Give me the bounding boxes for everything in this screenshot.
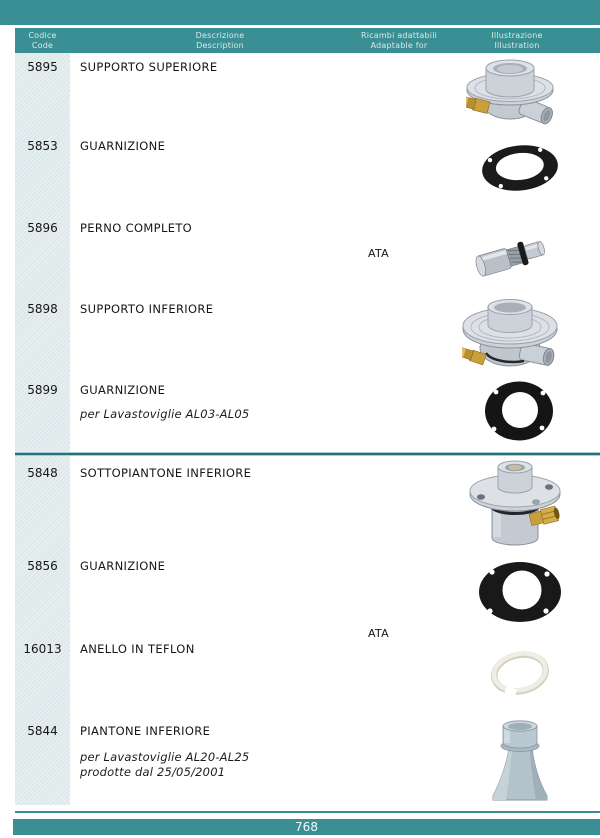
part-description: SUPPORTO INFERIORE	[80, 302, 214, 316]
column-header-illustration	[447, 31, 587, 50]
part-code: 16013	[23, 642, 62, 656]
part-note-line2: prodotte dal 25/05/2001	[80, 765, 226, 779]
part-note: per Lavastoviglie AL03-AL05	[80, 407, 250, 421]
guarnizione-tilted-photo	[479, 141, 561, 196]
part-description: SOTTOPIANTONE INFERIORE	[80, 466, 252, 480]
part-description: PIANTONE INFERIORE	[80, 724, 211, 738]
column-header-adaptable-it: Ricambi adattabili	[360, 31, 438, 40]
piantone-inferiore-photo	[490, 716, 550, 804]
supporto-inferiore-photo	[462, 295, 561, 373]
guarnizione-ring2-photo	[477, 561, 563, 623]
column-header-illustration-en: Illustration	[494, 40, 540, 50]
top-teal-band	[0, 0, 600, 25]
page-number: 768	[295, 820, 318, 834]
sottopiantone-inferiore-photo	[468, 459, 562, 552]
column-header-description-en: Description	[196, 40, 244, 50]
part-description: GUARNIZIONE	[80, 559, 166, 573]
column-header-illustration-it: Illustrazione	[491, 31, 543, 40]
section-divider	[15, 453, 600, 455]
column-header-code	[15, 31, 70, 50]
part-code: 5896	[27, 221, 58, 235]
part-code: 5848	[27, 466, 58, 480]
part-code: 5856	[27, 559, 58, 573]
part-code: 5898	[27, 302, 58, 316]
footer-page-bar	[13, 819, 600, 835]
part-code: 5895	[27, 60, 58, 74]
column-header-description-it: Descrizione	[195, 31, 245, 40]
footer-rule	[15, 811, 600, 813]
column-header-adaptable-en: Adaptable for	[370, 40, 428, 50]
adaptable-for-label: ATA	[368, 247, 389, 260]
part-note: per Lavastoviglie AL20-AL25	[80, 750, 250, 764]
table-header	[15, 28, 600, 53]
guarnizione-ring-photo	[483, 380, 556, 443]
column-header-description	[120, 31, 320, 50]
column-header-code-en: Code	[31, 40, 54, 50]
part-code: 5844	[27, 724, 58, 738]
part-description: SUPPORTO SUPERIORE	[80, 60, 218, 74]
part-code: 5899	[27, 383, 58, 397]
code-column-background	[15, 53, 70, 805]
part-description: GUARNIZIONE	[80, 139, 166, 153]
supporto-superiore-photo	[466, 57, 558, 127]
adaptable-for-label: ATA	[368, 627, 389, 640]
part-description: ANELLO IN TEFLON	[80, 642, 195, 656]
column-header-code-it: Codice	[28, 31, 57, 40]
perno-completo-photo	[475, 231, 553, 279]
part-description: PERNO COMPLETO	[80, 221, 193, 235]
part-code: 5853	[27, 139, 58, 153]
part-description: GUARNIZIONE	[80, 383, 166, 397]
anello-teflon-photo	[487, 648, 553, 698]
